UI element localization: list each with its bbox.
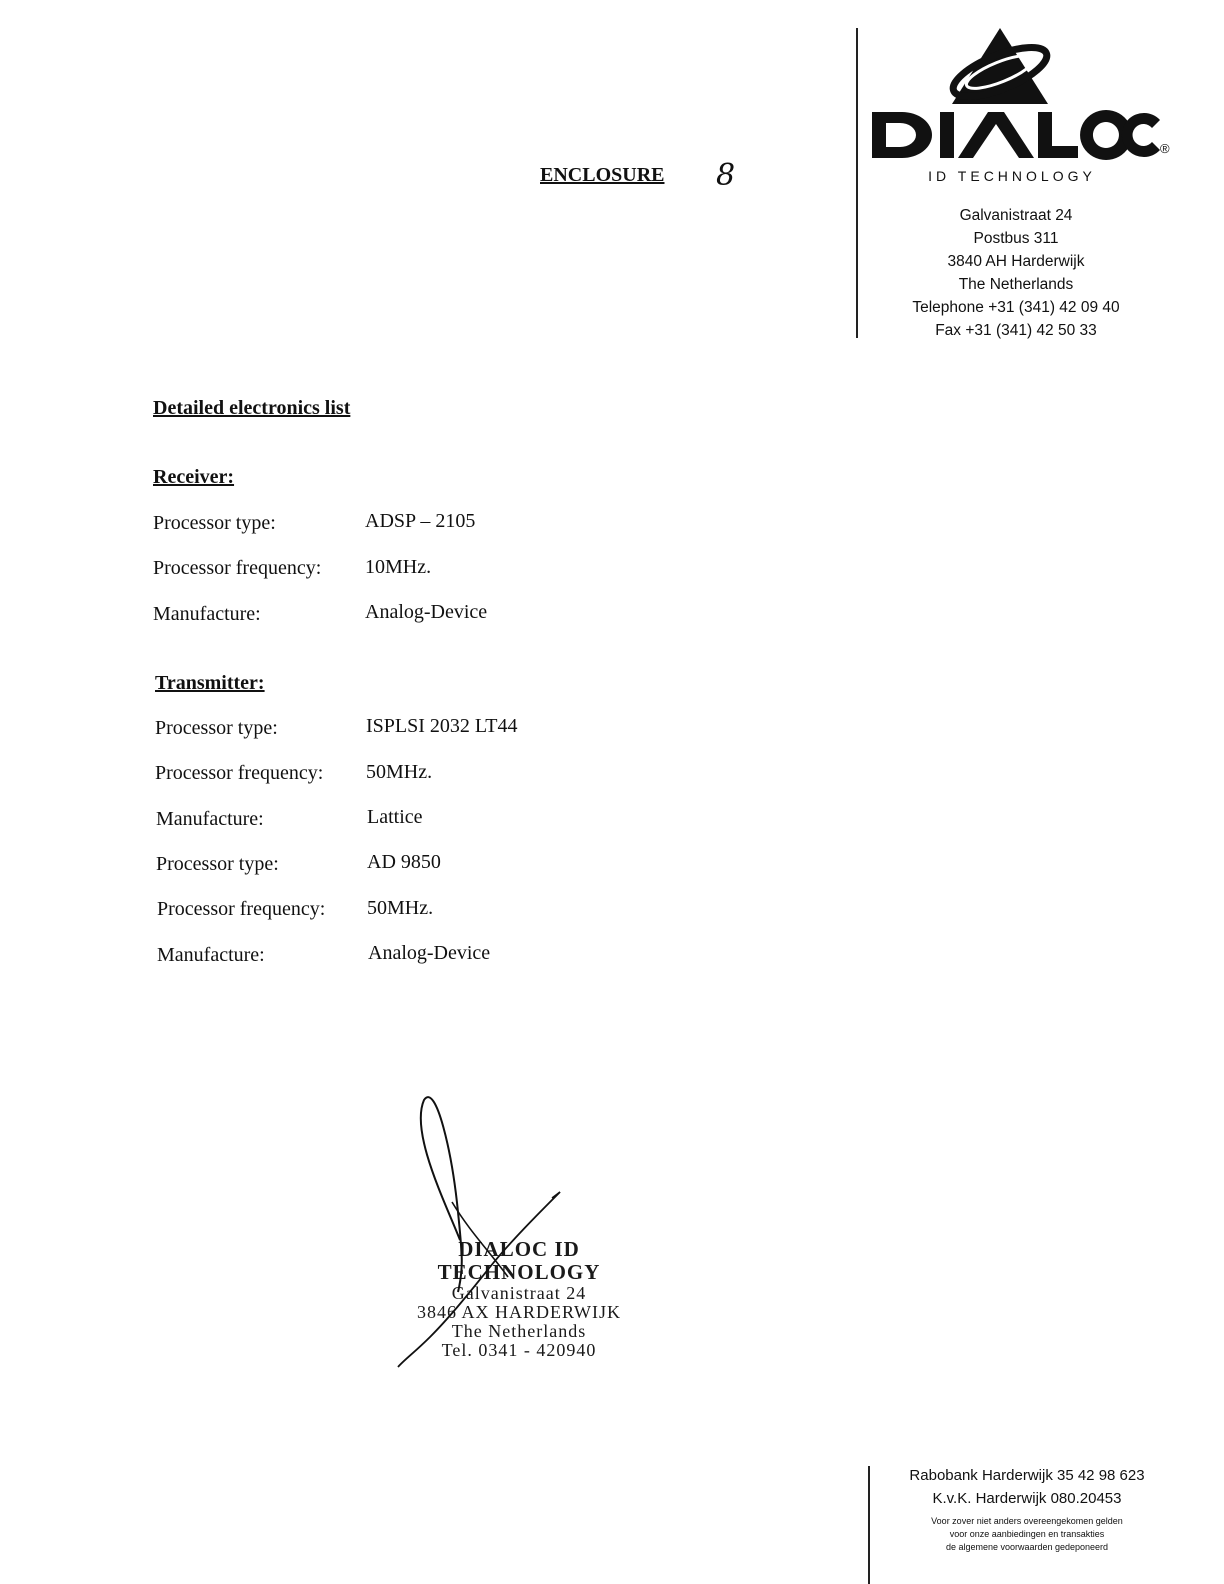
stamp-line: Tel. 0341 - 420940: [441, 1340, 597, 1360]
header-divider-line: [856, 28, 858, 338]
terms-line: de algemene voorwaarden gedeponeerd: [945, 1542, 1109, 1552]
logo-tagline: ID TECHNOLOGY: [928, 168, 1096, 184]
transmitter-label: Processor frequency:: [157, 898, 326, 920]
enclosure-label: ENCLOSURE: [540, 164, 665, 186]
transmitter-value: AD 9850: [367, 851, 441, 873]
telephone-line: Telephone +31 (341) 42 09 40: [912, 299, 1120, 316]
chamber-of-commerce: K.v.K. Harderwijk 080.20453: [932, 1490, 1122, 1507]
transmitter-label: Processor type:: [155, 717, 278, 739]
address-line: Postbus 311: [973, 230, 1059, 247]
transmitter-value: 50MHz.: [366, 761, 433, 783]
address-line: Galvanistraat 24: [959, 207, 1073, 224]
footer-divider-line: [868, 1466, 870, 1584]
terms-line: voor onze aanbiedingen en transakties: [949, 1529, 1105, 1539]
transmitter-heading: Transmitter:: [155, 672, 265, 694]
transmitter-label: Processor type:: [156, 853, 279, 875]
receiver-heading: Receiver:: [153, 466, 235, 488]
transmitter-label: Manufacture:: [156, 808, 264, 830]
address-line: The Netherlands: [958, 276, 1074, 293]
receiver-value: Analog-Device: [365, 601, 488, 623]
stamp-line: 3846 AX HARDERWIJK: [416, 1302, 621, 1322]
handwritten-signature: [390, 1092, 580, 1382]
terms-line: Voor zover niet anders overeengekomen gelden: [931, 1516, 1123, 1526]
transmitter-value: 50MHz.: [367, 897, 434, 919]
address-line: 3840 AH Harderwijk: [947, 253, 1085, 270]
bank-account: Rabobank Harderwijk 35 42 98 623: [909, 1467, 1145, 1484]
receiver-label: Processor frequency:: [153, 557, 322, 579]
transmitter-value: Analog-Device: [368, 942, 491, 964]
receiver-label: Manufacture:: [153, 603, 261, 625]
transmitter-value: ISPLSI 2032 LT44: [366, 715, 518, 737]
transmitter-label: Manufacture:: [157, 944, 265, 966]
enclosure-number: 8: [716, 158, 736, 193]
transmitter-label: Processor frequency:: [155, 762, 324, 784]
stamp-line: Galvanistraat 24: [451, 1283, 587, 1303]
document-title: Detailed electronics list: [153, 397, 351, 419]
receiver-value: 10MHz.: [365, 556, 432, 578]
terms-notice: [900, 1515, 1154, 1554]
logo-wordmark: [872, 110, 1160, 160]
receiver-value: ADSP – 2105: [365, 510, 476, 532]
company-address: [894, 204, 1138, 342]
dialoc-logo: [870, 24, 1180, 164]
fax-line: Fax +31 (341) 42 50 33: [935, 322, 1097, 339]
stamp-line: DIALOC ID TECHNOLOGY: [437, 1237, 601, 1284]
receiver-label: Processor type:: [153, 512, 276, 534]
footer-bank-info: [900, 1464, 1154, 1554]
stamp-line: The Netherlands: [451, 1321, 587, 1341]
transmitter-value: Lattice: [367, 806, 423, 828]
logo-registered-mark: ®: [1160, 141, 1170, 156]
